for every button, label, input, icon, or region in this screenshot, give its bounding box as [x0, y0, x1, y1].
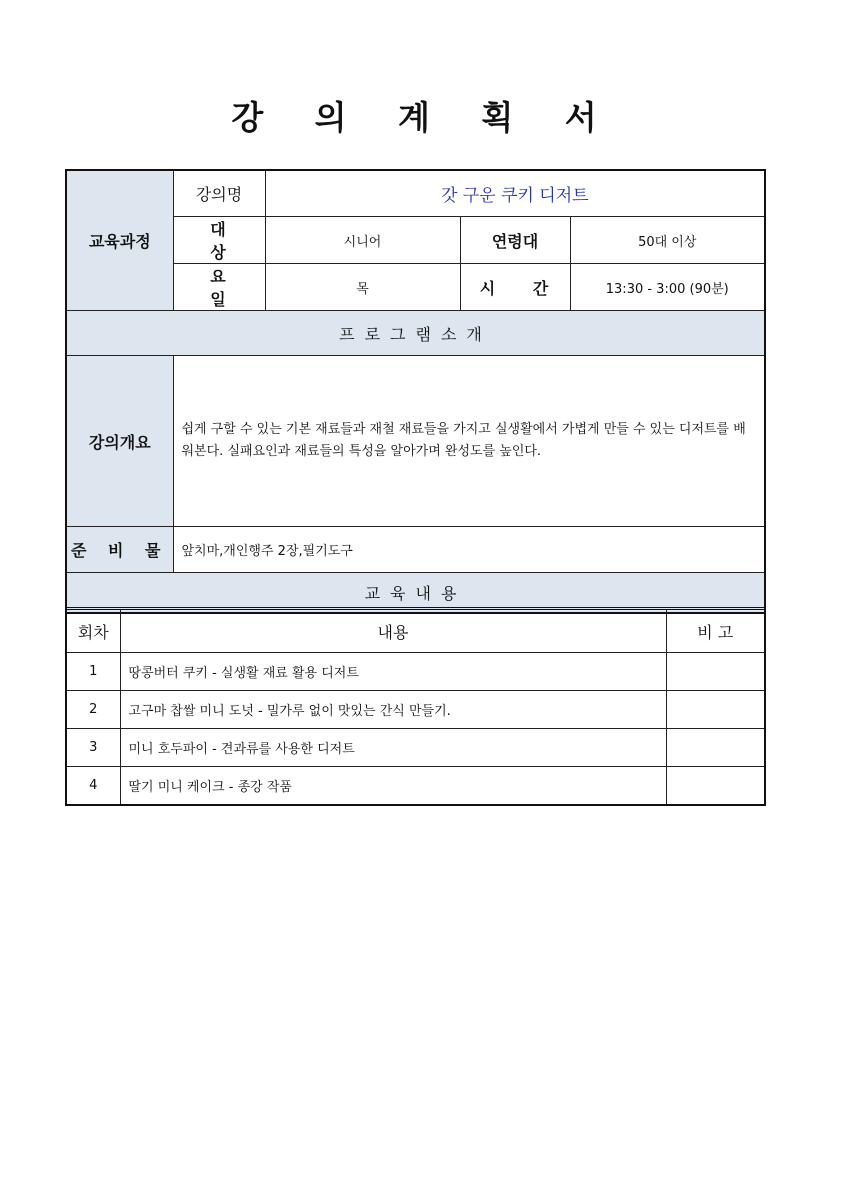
session-content: 미니 호두파이 - 견과류를 사용한 디저트: [120, 729, 666, 767]
table-row: [66, 729, 765, 767]
overview-label: 강의개요: [66, 356, 173, 527]
session-content: 딸기 미니 케이크 - 종강 작품: [120, 767, 666, 806]
table-row: [66, 691, 765, 729]
content-header: 내용: [120, 609, 666, 653]
lecture-name: 갓 구운 쿠키 디저트: [265, 170, 765, 217]
session-note: [666, 653, 765, 691]
day-value: 목: [265, 264, 460, 311]
session-number: 3: [66, 729, 120, 767]
session-content: 땅콩버터 쿠키 - 실생활 재료 활용 디저트: [120, 653, 666, 691]
course-label: 교육과정: [66, 170, 173, 311]
session-note: [666, 729, 765, 767]
age-label: 연령대: [460, 217, 570, 264]
age-value: 50대 이상: [570, 217, 765, 264]
time-value: 13:30 - 3:00 (90분): [570, 264, 765, 311]
program-intro-header: 프로그램소개: [66, 311, 765, 356]
day-label: 요 일: [173, 264, 265, 311]
lecture-name-label: 강의명: [173, 170, 265, 217]
session-content: 고구마 찹쌀 미니 도넛 - 밀가루 없이 맛있는 간식 만들기.: [120, 691, 666, 729]
time-label: 시 간: [460, 264, 570, 311]
session-number: 2: [66, 691, 120, 729]
lecture-info-table: [65, 169, 766, 614]
materials-value: 앞치마,개인행주 2장,필기도구: [173, 527, 765, 573]
note-header: 비 고: [666, 609, 765, 653]
overview-text: 쉽게 구할 수 있는 기본 재료들과 재철 재료들을 가지고 실생활에서 가볍게 만들 수 있는 디저트를 배워본다. 실패요인과 재료들의 특성을 알아가며 완성도를 높인다.: [173, 356, 765, 527]
target-label: 대 상: [173, 217, 265, 264]
education-content-header: 교육내용: [66, 573, 765, 614]
schedule-table: [65, 607, 766, 806]
session-note: [666, 767, 765, 806]
target-value: 시니어: [265, 217, 460, 264]
materials-label: 준 비 물: [66, 527, 173, 573]
page-title: 강 의 계 획 서: [231, 98, 617, 137]
session-number: 1: [66, 653, 120, 691]
table-row: [66, 767, 765, 806]
session-note: [666, 691, 765, 729]
session-header: 회차: [66, 609, 120, 653]
session-number: 4: [66, 767, 120, 806]
table-row: [66, 653, 765, 691]
